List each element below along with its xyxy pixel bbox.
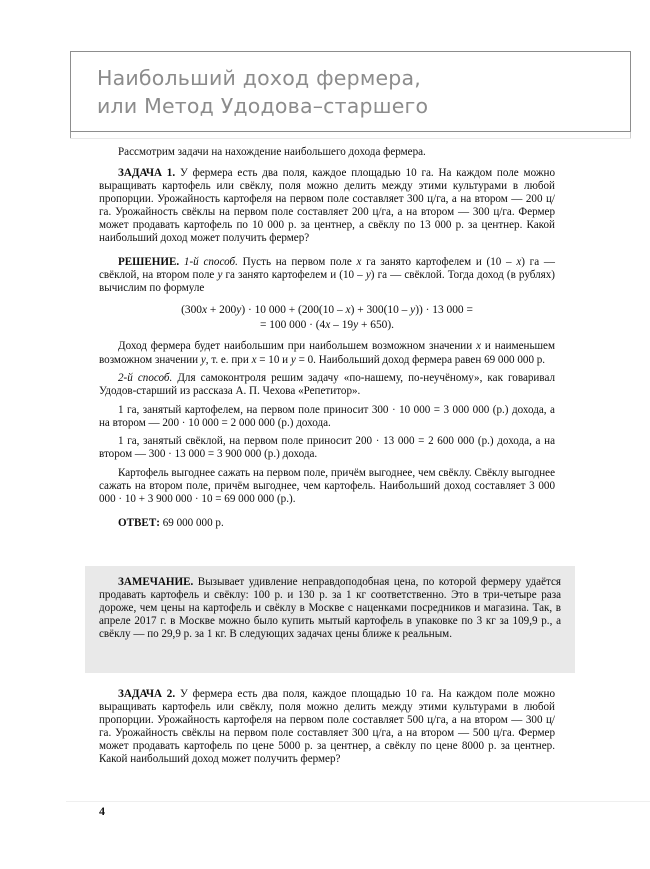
remark-label: ЗАМЕЧАНИЕ.: [118, 576, 194, 588]
method1-label: 1-й способ.: [179, 256, 238, 269]
remark-text: Вызывает удивление неправдоподобная цена, по которой фермеру удаётся продавать картофель и свёклу: 100 р. и 130 р. за 1 кг соответственно. Это в три-четыре раза дороже, чем цены на картофель и свёклу в Москве с наценками посредников и магазина. Так, в апреле 2017 г. в Москве можно было купить мытый картофель в упаковке по 3 кг за 109,9 р., а свёклу — по 29,9 р. за 1 кг. В следующих задачах цены ближе к реальным.: [99, 576, 561, 641]
calc-beet-paragraph: 1 га, занятый свёклой, на первом поле приносит 200 · 13 000 = 2 600 000 (р.) дохода, а на втором — 300 · 13 000 = 3 900 000 (р.) дохода.: [99, 435, 555, 461]
intro-paragraph: Рассмотрим задачи на нахождение наибольшего дохода фермера.: [118, 146, 426, 158]
solution-method1-paragraph: [99, 256, 555, 295]
task2-text: У фермера есть два поля, каждое площадью 10 га. На каждом поле можно выращивать картофель или свёклу, поля можно делить между этими культурами в любой пропорции. Урожайность картофеля на первом поле составляет 500 ц/га, а на втором — 300 ц/га. Урожайность свёклы на первом поле составляет 300 ц/га, а на втором — 500 ц/га. Фермер может продавать картофель по цене 5000 р. за центнер, а свёклу по цене 8000 р. за центнер. Какой наибольший доход может получить фермер?: [99, 688, 556, 766]
main-text-column: [99, 146, 555, 530]
chapter-title-line-2: или Метод Удодова–старшего: [97, 94, 429, 118]
task1-text: У фермера есть два поля, каждое площадью 10 га. На каждом поле можно выращивать картофель или свёклу, поля можно делить между этими культурами в любой пропорции. Урожайность картофеля на первом поле составляет 300 ц/га, а на втором — 200 ц/га. Урожайность свёклы на первом поле составляет 200 ц/га, а на втором — 300 ц/га. Фермер может продавать картофель по 10 000 р. за центнер, а свёклу по 13 000 р. за центнер. Какой наибольший доход может получить фермер?: [99, 167, 556, 245]
solution-conclusion-2: Картофель выгоднее сажать на первом поле, причём выгоднее, чем свёклу. Свёклу выгоднее сажать на втором поле, причём выгоднее, чем картофель. Наибольший доход составляет 3 000 000 · 10 + 3 900 000 · 10 = 69 000 000 (р.).: [99, 466, 555, 505]
method2-label: 2-й способ.: [118, 372, 173, 385]
task2-label: ЗАДАЧА 2.: [118, 688, 176, 700]
method1-text: Пусть на первом поле x га занято картофелем и (10 – x) га — свёклой, на втором поле y га занято картофелем и (10 – y) га — свёклой. Тогда доход (в рублях) вычислим по формуле: [99, 256, 555, 295]
task2-block: [99, 688, 555, 766]
answer-paragraph: [99, 517, 555, 530]
remark-block: [85, 566, 575, 673]
page-number: 4: [99, 804, 105, 818]
chapter-title-divider: [70, 138, 631, 139]
chapter-title-text: [97, 64, 620, 120]
footer-divider: [66, 801, 650, 802]
task2-paragraph: [99, 688, 555, 766]
chapter-title-line-1: Наибольший доход фермера,: [97, 66, 421, 90]
remark-paragraph: [99, 576, 561, 641]
solution-method2-paragraph: [99, 372, 555, 398]
solution-conclusion-1: Доход фермера будет наибольшим при наибольшем возможном значении x и наименьшем возможном значении y, т. е. при x = 10 и y = 0. Наибольший доход фермера равен 69 000 000 р.: [99, 340, 555, 366]
task1-paragraph: [99, 167, 555, 245]
formula-line-2: = 100 000 · (4x – 19y + 650).: [259, 318, 395, 331]
answer-label: ОТВЕТ:: [118, 516, 160, 529]
chapter-title-box: [70, 51, 631, 132]
remark-inner: [99, 576, 561, 641]
formula-line-1: (300x + 200y) · 10 000 + (200(10 – x) + 300(10 – y)) · 13 000 =: [181, 304, 473, 317]
page-left-gutter: [0, 0, 66, 869]
income-formula: [99, 303, 555, 332]
solution-label: РЕШЕНИЕ.: [118, 256, 180, 269]
answer-value: 69 000 000 р.: [159, 516, 224, 529]
method2-text: Для самоконтроля решим задачу «по-нашему, по-неучёному», как говаривал Удодов-старший из рассказа А. П. Чехова «Репетитор».: [99, 372, 556, 398]
task1-label: ЗАДАЧА 1.: [118, 167, 176, 180]
calc-potato-paragraph: 1 га, занятый картофелем, на первом поле приносит 300 · 10 000 = 3 000 000 (р.) дохода, а на втором — 200 · 10 000 = 2 000 000 (р.) дохода.: [99, 403, 555, 429]
